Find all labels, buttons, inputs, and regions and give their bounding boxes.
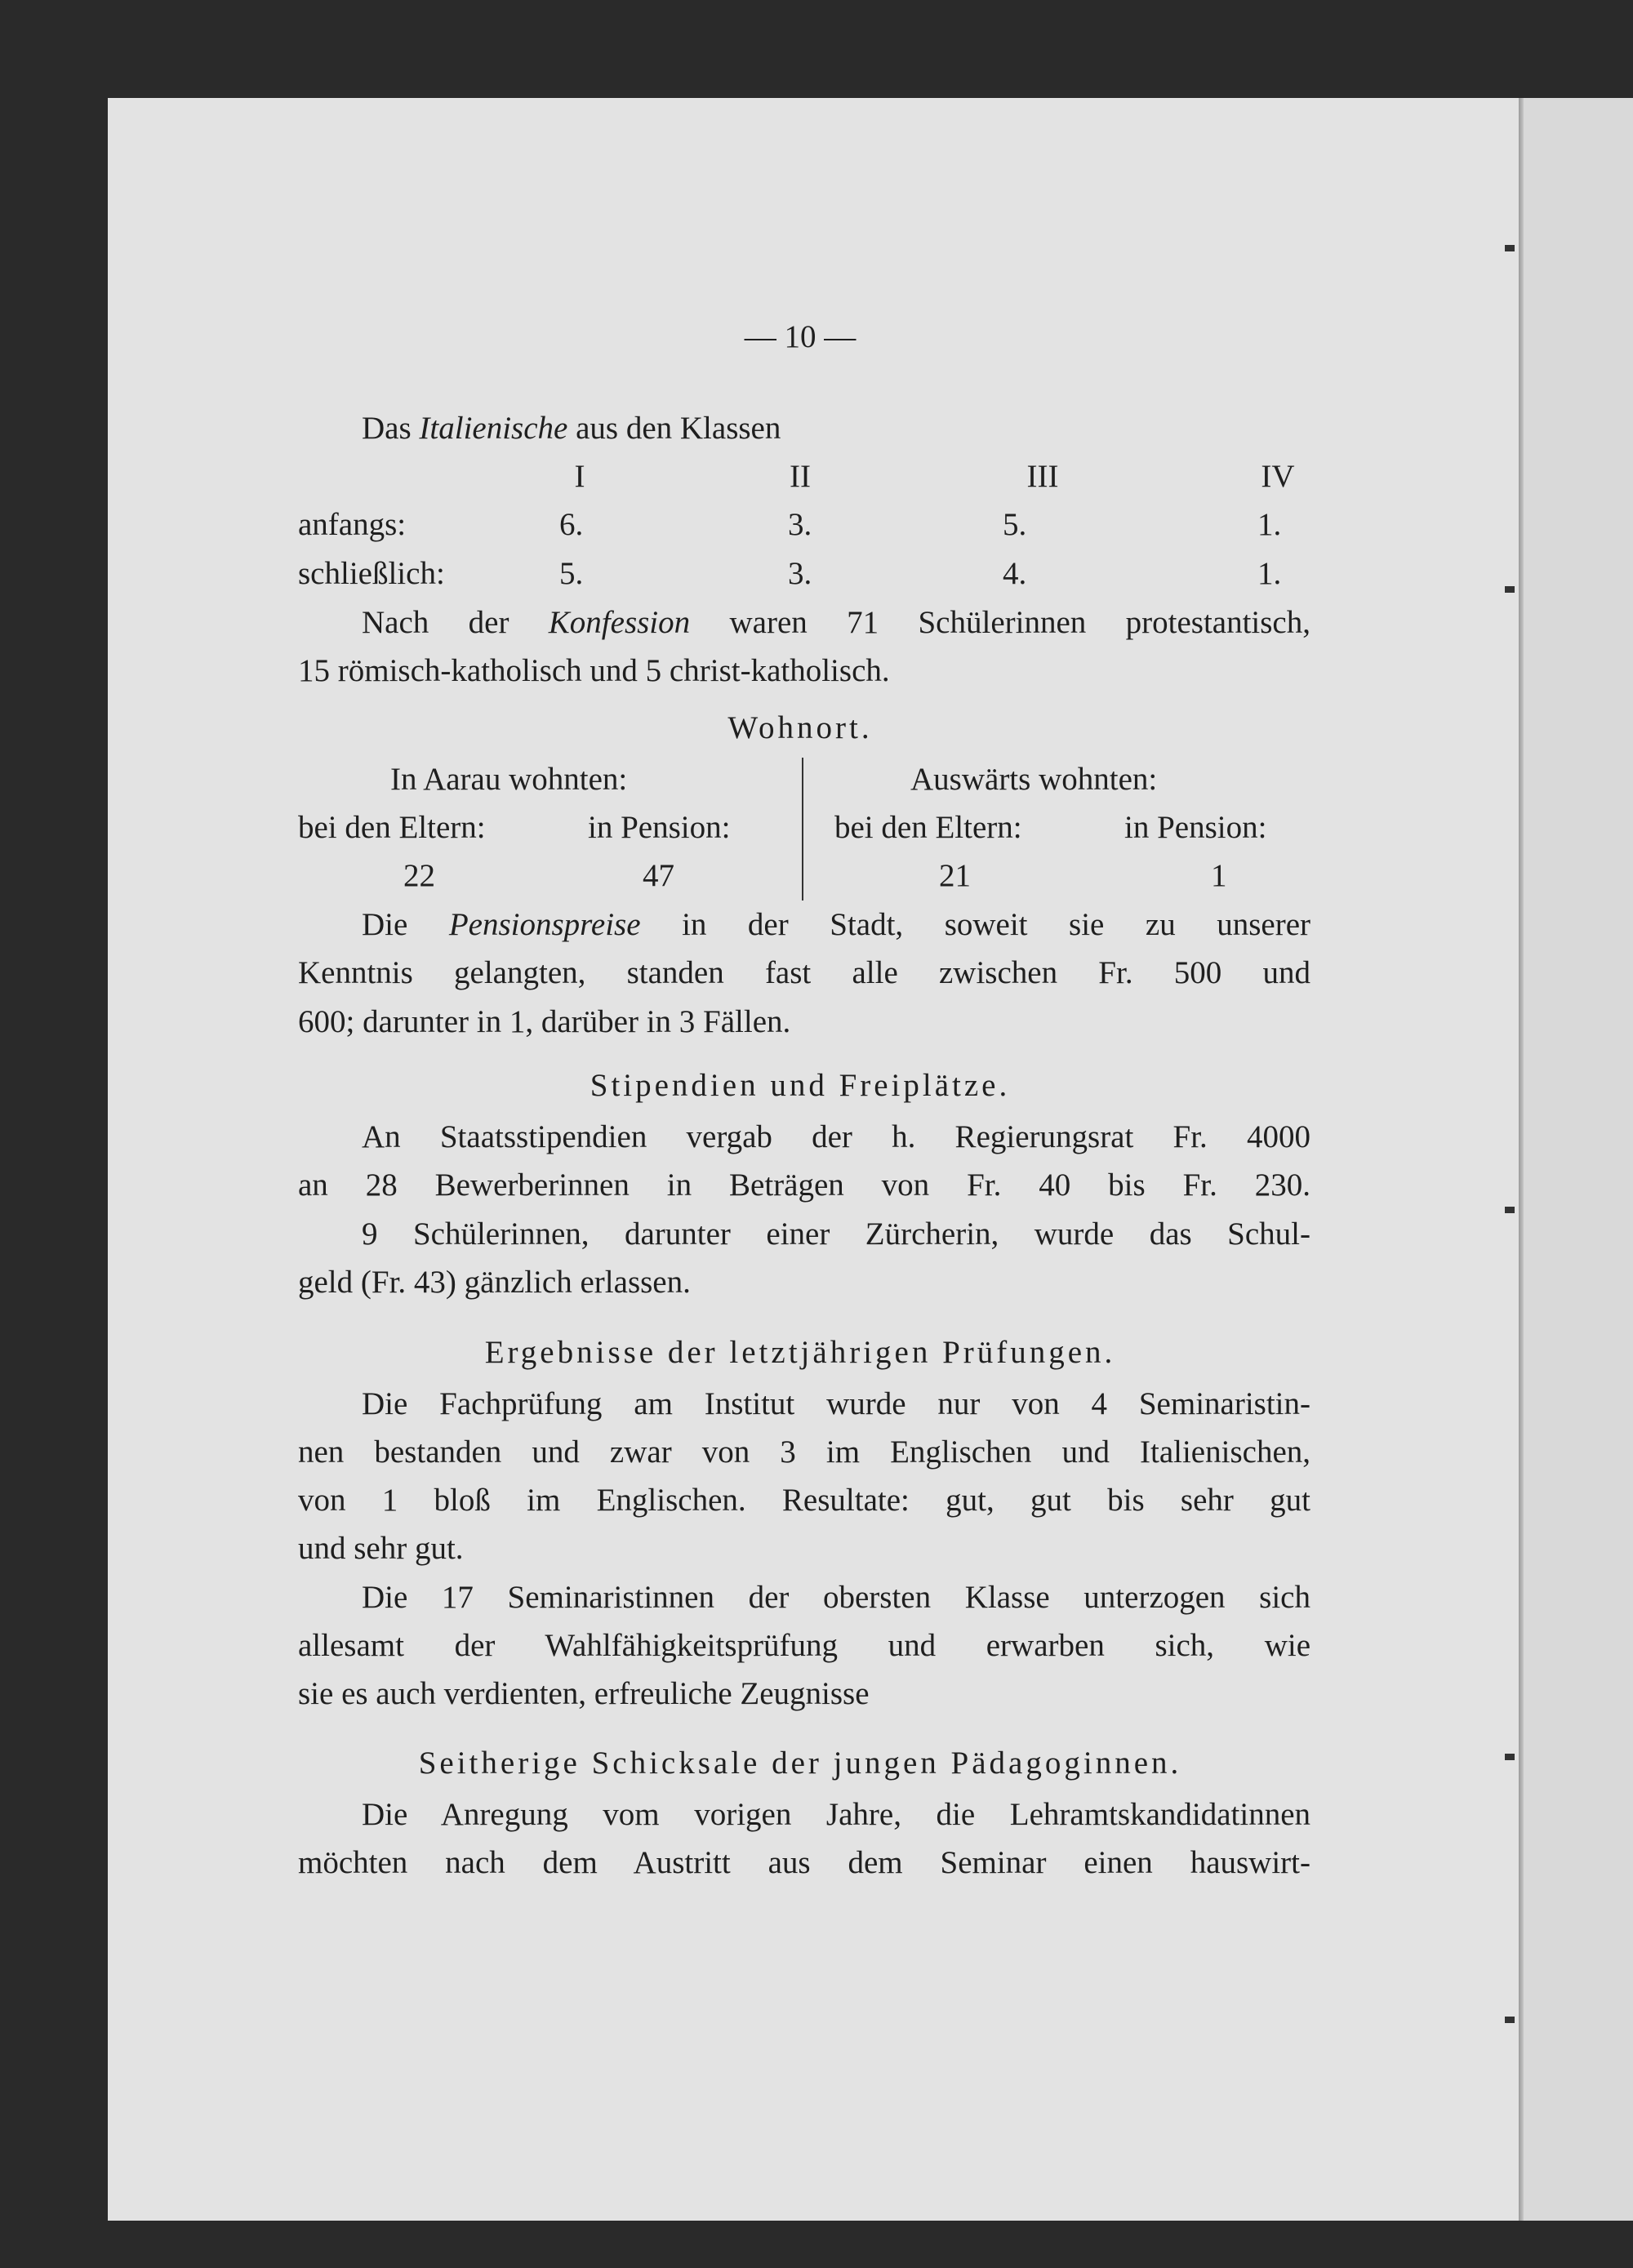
binding-mark bbox=[1505, 1207, 1515, 1213]
column-header: III bbox=[1026, 459, 1059, 494]
section-heading: Ergebnisse der letztjährigen Prüfungen. bbox=[484, 1335, 1116, 1370]
table-cell: 3. bbox=[788, 556, 812, 591]
pension-line: Die Pensionspreise in der Stadt, soweit sie zu unserer bbox=[362, 907, 1311, 942]
section-heading: Stipendien und Freiplätze. bbox=[590, 1068, 1011, 1103]
confession-line: Nach der Konfession waren 71 Schülerinnen protestantisch, bbox=[362, 605, 1310, 640]
paragraph-line: von 1 bloß im Englischen. Resultate: gut, gut bis sehr gut bbox=[298, 1483, 1310, 1518]
column-header: I bbox=[574, 459, 585, 494]
wohnort-right-header: Auswärts wohnten: bbox=[910, 762, 1158, 797]
wohnort-value: 21 bbox=[939, 858, 971, 893]
confession-line: 15 römisch-katholisch und 5 christ-katholisch. bbox=[298, 653, 890, 688]
wohnort-label: bei den Eltern: bbox=[298, 810, 486, 845]
paragraph-line: möchten nach dem Austritt aus dem Seminar einen hauswirt- bbox=[298, 1845, 1310, 1880]
paragraph-line: nen bestanden und zwar von 3 im Englischen und Italienischen, bbox=[298, 1434, 1310, 1470]
paragraph-line: und sehr gut. bbox=[298, 1531, 464, 1566]
paragraph-line: allesamt der Wahlfähigkeitsprüfung und erwarben sich, wie bbox=[298, 1628, 1310, 1663]
wohnort-label: in Pension: bbox=[1124, 810, 1267, 845]
paragraph-line: 9 Schülerinnen, darunter einer Zürcherin, wurde das Schul- bbox=[362, 1216, 1310, 1252]
table-cell: 1. bbox=[1257, 556, 1282, 591]
column-header: II bbox=[790, 459, 811, 494]
wohnort-value: 22 bbox=[403, 858, 435, 893]
wohnort-label: bei den Eltern: bbox=[834, 810, 1022, 845]
paragraph-line: an 28 Bewerberinnen in Beträgen von Fr. 40 bis Fr. 230. bbox=[298, 1167, 1310, 1203]
table-cell: 4. bbox=[1003, 556, 1027, 591]
wohnort-value: 1 bbox=[1211, 858, 1227, 893]
page-fold bbox=[1519, 98, 1524, 2221]
row-label: anfangs: bbox=[298, 507, 407, 542]
document-page bbox=[108, 98, 1519, 2221]
pension-line: Kenntnis gelangten, standen fast alle zwischen Fr. 500 und bbox=[298, 955, 1310, 990]
table-cell: 3. bbox=[788, 507, 812, 542]
paragraph-line: Die Fachprüfung am Institut wurde nur von 4 Seminaristin- bbox=[362, 1386, 1310, 1421]
page-number: — 10 — bbox=[744, 319, 857, 354]
paragraph-line: geld (Fr. 43) gänzlich erlassen. bbox=[298, 1265, 691, 1300]
paragraph-line: Die Anregung vom vorigen Jahre, die Lehramtskandidatinnen bbox=[362, 1797, 1310, 1832]
binding-mark bbox=[1505, 1754, 1515, 1760]
row-label: schließlich: bbox=[298, 556, 445, 591]
column-divider bbox=[802, 758, 803, 901]
column-header: IV bbox=[1261, 459, 1295, 494]
paragraph-line: sie es auch verdienten, erfreuliche Zeugnisse bbox=[298, 1676, 870, 1711]
table-cell: 5. bbox=[559, 556, 584, 591]
wohnort-value: 47 bbox=[643, 858, 674, 893]
table-cell: 5. bbox=[1003, 507, 1027, 542]
binding-mark bbox=[1505, 586, 1515, 593]
paragraph-line: An Staatsstipendien vergab der h. Regierungsrat Fr. 4000 bbox=[362, 1119, 1310, 1154]
binding-mark bbox=[1505, 2017, 1515, 2023]
paragraph-line: Die 17 Seminaristinnen der obersten Klasse unterzogen sich bbox=[362, 1580, 1310, 1615]
wohnort-label: in Pension: bbox=[588, 810, 731, 845]
wohnort-left-header: In Aarau wohnten: bbox=[390, 762, 628, 797]
italian-intro: Das Italienische aus den Klassen bbox=[362, 411, 781, 446]
section-heading: Seitherige Schicksale der jungen Pädagoginnen. bbox=[418, 1745, 1182, 1781]
table-cell: 6. bbox=[559, 507, 584, 542]
binding-mark bbox=[1505, 245, 1515, 251]
section-heading: Wohnort. bbox=[728, 710, 873, 745]
table-cell: 1. bbox=[1257, 507, 1282, 542]
pension-line: 600; darunter in 1, darüber in 3 Fällen. bbox=[298, 1004, 791, 1039]
adjacent-page-edge bbox=[1520, 98, 1633, 2221]
